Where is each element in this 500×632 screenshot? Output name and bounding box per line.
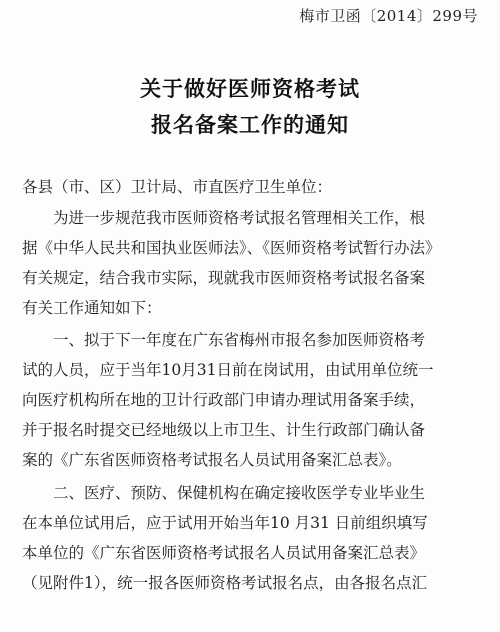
- body-line: 一、拟于下一年度在广东省梅州市报名参加医师资格考: [53, 331, 426, 349]
- body-line: （见附件1），统一报各医师资格考试报名点，由各报名点汇: [22, 574, 428, 592]
- body-line: 为进一步规范我市医师资格考试报名管理相关工作，根: [53, 209, 426, 227]
- body-line: 在本单位试用后，应于试用开始当年10 月31 日前组织填写: [22, 514, 428, 532]
- body-line: 向医疗机构所在地的卫计行政部门申请办理试用备案手续，: [22, 391, 426, 409]
- body-line: 有关工作通知如下：: [22, 299, 162, 317]
- body-line: 有关规定，结合我市实际，现就我市医师资格考试报名备案: [22, 269, 426, 287]
- body-line: 并于报名时提交已经地级以上市卫生、计生行政部门确认备: [22, 421, 426, 439]
- body-line: 案的《广东省医师资格考试报名人员试用备案汇总表》。: [22, 451, 402, 469]
- addressee: 各县（市、区）卫计局、市直医疗卫生单位：: [22, 178, 333, 196]
- document-title-line-2: 报名备案工作的通知: [151, 112, 349, 137]
- document-title-line-1: 关于做好医师资格考试: [140, 76, 360, 101]
- document-number: 梅市卫函〔2014〕299号: [299, 7, 478, 25]
- body-line: 二、医疗、预防、保健机构在确定接收医学专业毕业生: [53, 484, 426, 502]
- body-line: 本单位的《广东省医师资格考试报名人员试用备案汇总表》: [22, 544, 426, 562]
- body-line: 据《中华人民共和国执业医师法》、《医师资格考试暂行办法》: [22, 239, 441, 257]
- body-line: 试的人员，应于当年10月31日前在岗试用，由试用单位统一: [22, 361, 434, 379]
